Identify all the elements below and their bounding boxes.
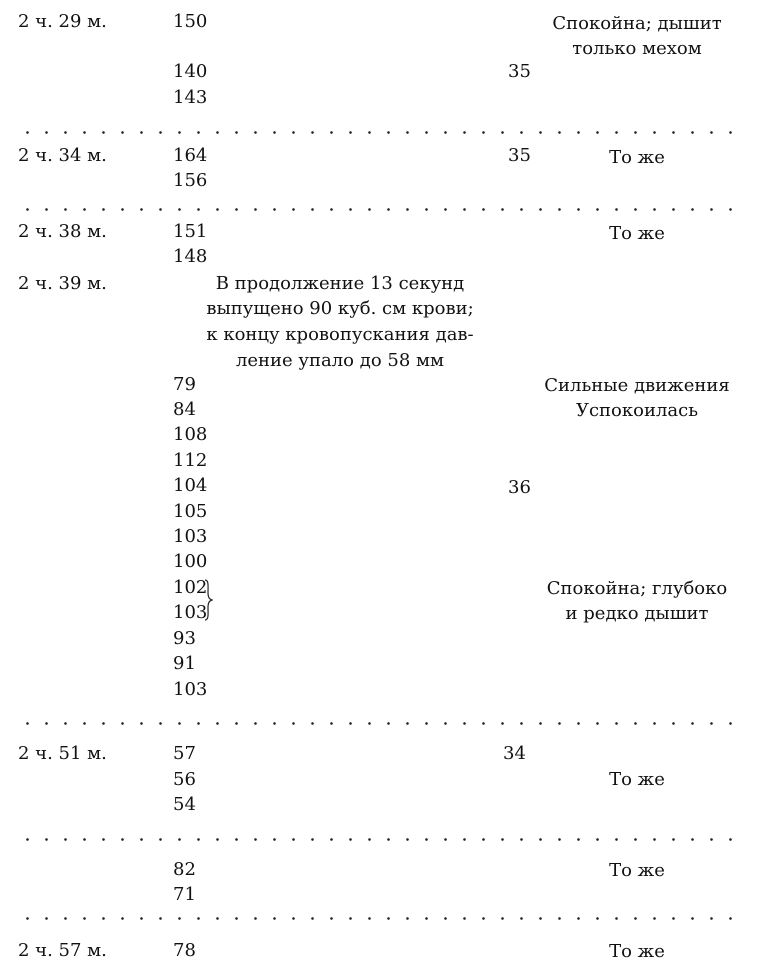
note-text: Сильные движения — [544, 375, 730, 396]
event-text: к концу кровопускания дав- — [206, 324, 474, 345]
pressure-value: 148 — [173, 246, 208, 267]
pressure-value: 56 — [173, 769, 196, 790]
event-text: ление упало до 58 мм — [235, 350, 445, 371]
note-text: и редко дышит — [565, 603, 709, 624]
time-label: 2 ч. 34 м. — [18, 145, 107, 166]
time-label: 2 ч. 39 м. — [18, 273, 107, 294]
note-text: То же — [609, 769, 665, 790]
pressure-value: 103 — [173, 526, 208, 547]
pressure-value: 78 — [173, 940, 196, 961]
time-label: 2 ч. 57 м. — [18, 940, 107, 961]
respiration-value: 35 — [508, 145, 531, 166]
note-text: Спокойна; дышит — [552, 13, 722, 34]
pressure-value: 112 — [173, 450, 208, 471]
pressure-value: 93 — [173, 628, 196, 649]
pressure-value: 84 — [173, 399, 196, 420]
event-text: выпущено 90 куб. см крови; — [206, 298, 474, 319]
dotted-separator — [18, 131, 742, 134]
dotted-separator — [18, 208, 742, 211]
pressure-value: 151 — [173, 221, 208, 242]
time-label: 2 ч. 29 м. — [18, 11, 107, 32]
note-text: только мехом — [572, 38, 702, 59]
pressure-value: 100 — [173, 551, 208, 572]
note-text: То же — [609, 147, 665, 168]
note-text: То же — [609, 223, 665, 244]
time-label: 2 ч. 38 м. — [18, 221, 107, 242]
event-text: В продолжение 13 секунд — [215, 273, 465, 294]
pressure-value: 104 — [173, 475, 208, 496]
respiration-value: 36 — [508, 477, 531, 498]
pressure-value: 57 — [173, 743, 196, 764]
dotted-separator — [18, 917, 742, 920]
pressure-value: 79 — [173, 374, 196, 395]
note-text: Успокоилась — [575, 400, 699, 421]
pressure-value: 103 — [173, 602, 208, 623]
pressure-value: 102 — [173, 577, 208, 598]
pressure-value: 103 — [173, 679, 208, 700]
note-text: То же — [609, 860, 665, 881]
pressure-value: 156 — [173, 170, 208, 191]
note-text: То же — [609, 941, 665, 962]
pressure-value: 91 — [173, 653, 196, 674]
pressure-value: 164 — [173, 145, 208, 166]
dotted-separator — [18, 722, 742, 725]
time-label: 2 ч. 51 м. — [18, 743, 107, 764]
pressure-value: 54 — [173, 794, 196, 815]
pressure-value: 82 — [173, 859, 196, 880]
pressure-value: 150 — [173, 11, 208, 32]
pressure-value: 108 — [173, 424, 208, 445]
pressure-value: 71 — [173, 884, 196, 905]
pressure-value: 143 — [173, 87, 208, 108]
respiration-value: 35 — [508, 61, 531, 82]
respiration-value: 34 — [503, 743, 526, 764]
note-text: Спокойна; глубоко — [546, 578, 728, 599]
pressure-value: 105 — [173, 501, 208, 522]
pressure-value: 140 — [173, 61, 208, 82]
brace-icon — [203, 578, 213, 622]
dotted-separator — [18, 838, 742, 841]
